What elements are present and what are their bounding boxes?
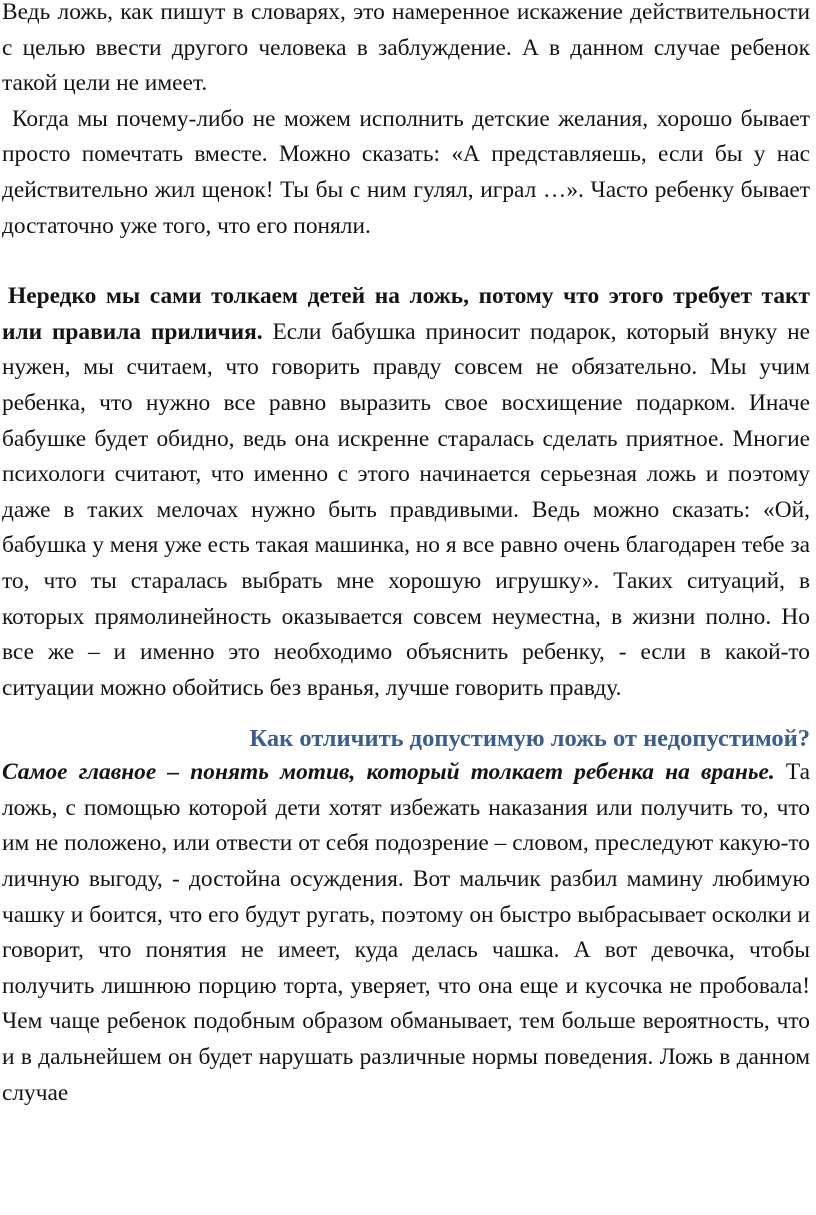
- paragraph-dreaming-together: Когда мы почему-либо не можем исполнить детские желания, хорошо бывает просто помечтать вместе. Можно сказать: «А представляешь, если бы у нас действительно жил щенок! Ты бы с ним гулял, играл …». Часто ребенку бывает достаточно уже того, что его поняли.: [2, 105, 810, 239]
- paragraph-politeness-lies: [2, 279, 810, 706]
- politeness-body-text: Если бабушка приносит подарок, который внуку не нужен, мы считаем, что говорить правду совсем не обязательно. Мы учим ребенка, что нужно все равно выразить свое восхищение подарком. Иначе бабушке будет обидно, ведь она искренне старалась сделать приятное. Многие психологи считают, что именно с этого начинается серьезная ложь и поэтому даже в таких мелочах нужно быть правдивыми. Ведь можно сказать: «Ой, бабушка у меня уже есть такая машинка, но я все равно очень благодарен тебе за то, что ты старалась выбрать мне хорошую игрушку». Таких ситуаций, в которых прямолинейность оказывается совсем неуместна, в жизни полно. Но все же – и именно это необходимо объяснить ребенку, - если в какой-то ситуации можно обойтись без вранья, лучше говорить правду.: [2, 318, 810, 701]
- motive-lead-sentence: Самое главное – понять мотив, который толкает ребенка на вранье.: [2, 759, 775, 786]
- paragraph-lie-definition: Ведь ложь, как пишут в словарях, это намеренное искажение действительности с целью ввести другого человека в заблуждение. А в данном случае ребенок такой цели не имеет.: [2, 0, 810, 97]
- section-heading: Как отличить допустимую ложь от недопустимой?: [249, 725, 810, 753]
- paragraph-motive: [2, 755, 810, 1111]
- motive-body-text: Та ложь, с помощью которой дети хотят избежать наказания или получить то, что им не положено, или отвести от себя подозрение – словом, преследуют какую-то личную выгоду, - достойна осуждения. Вот мальчик разбил мамину любимую чашку и боится, что его будут ругать, поэтому он быстро выбрасывает осколки и говорит, что понятия не имеет, куда делась чашка. А вот девочка, чтобы получить лишнюю порцию торта, уверяет, что она еще и кусочка не пробовала! Чем чаще ребенок подобным образом обманывает, тем больше вероятность, что и в дальнейшем он будет нарушать различные нормы поведения. Ложь в данном случае: [2, 759, 810, 1106]
- document-page: [2, 0, 810, 1111]
- politeness-lead-sentence: Нередко мы сами толкаем детей на ложь, потому что этого требует такт или правила приличия.: [2, 283, 810, 345]
